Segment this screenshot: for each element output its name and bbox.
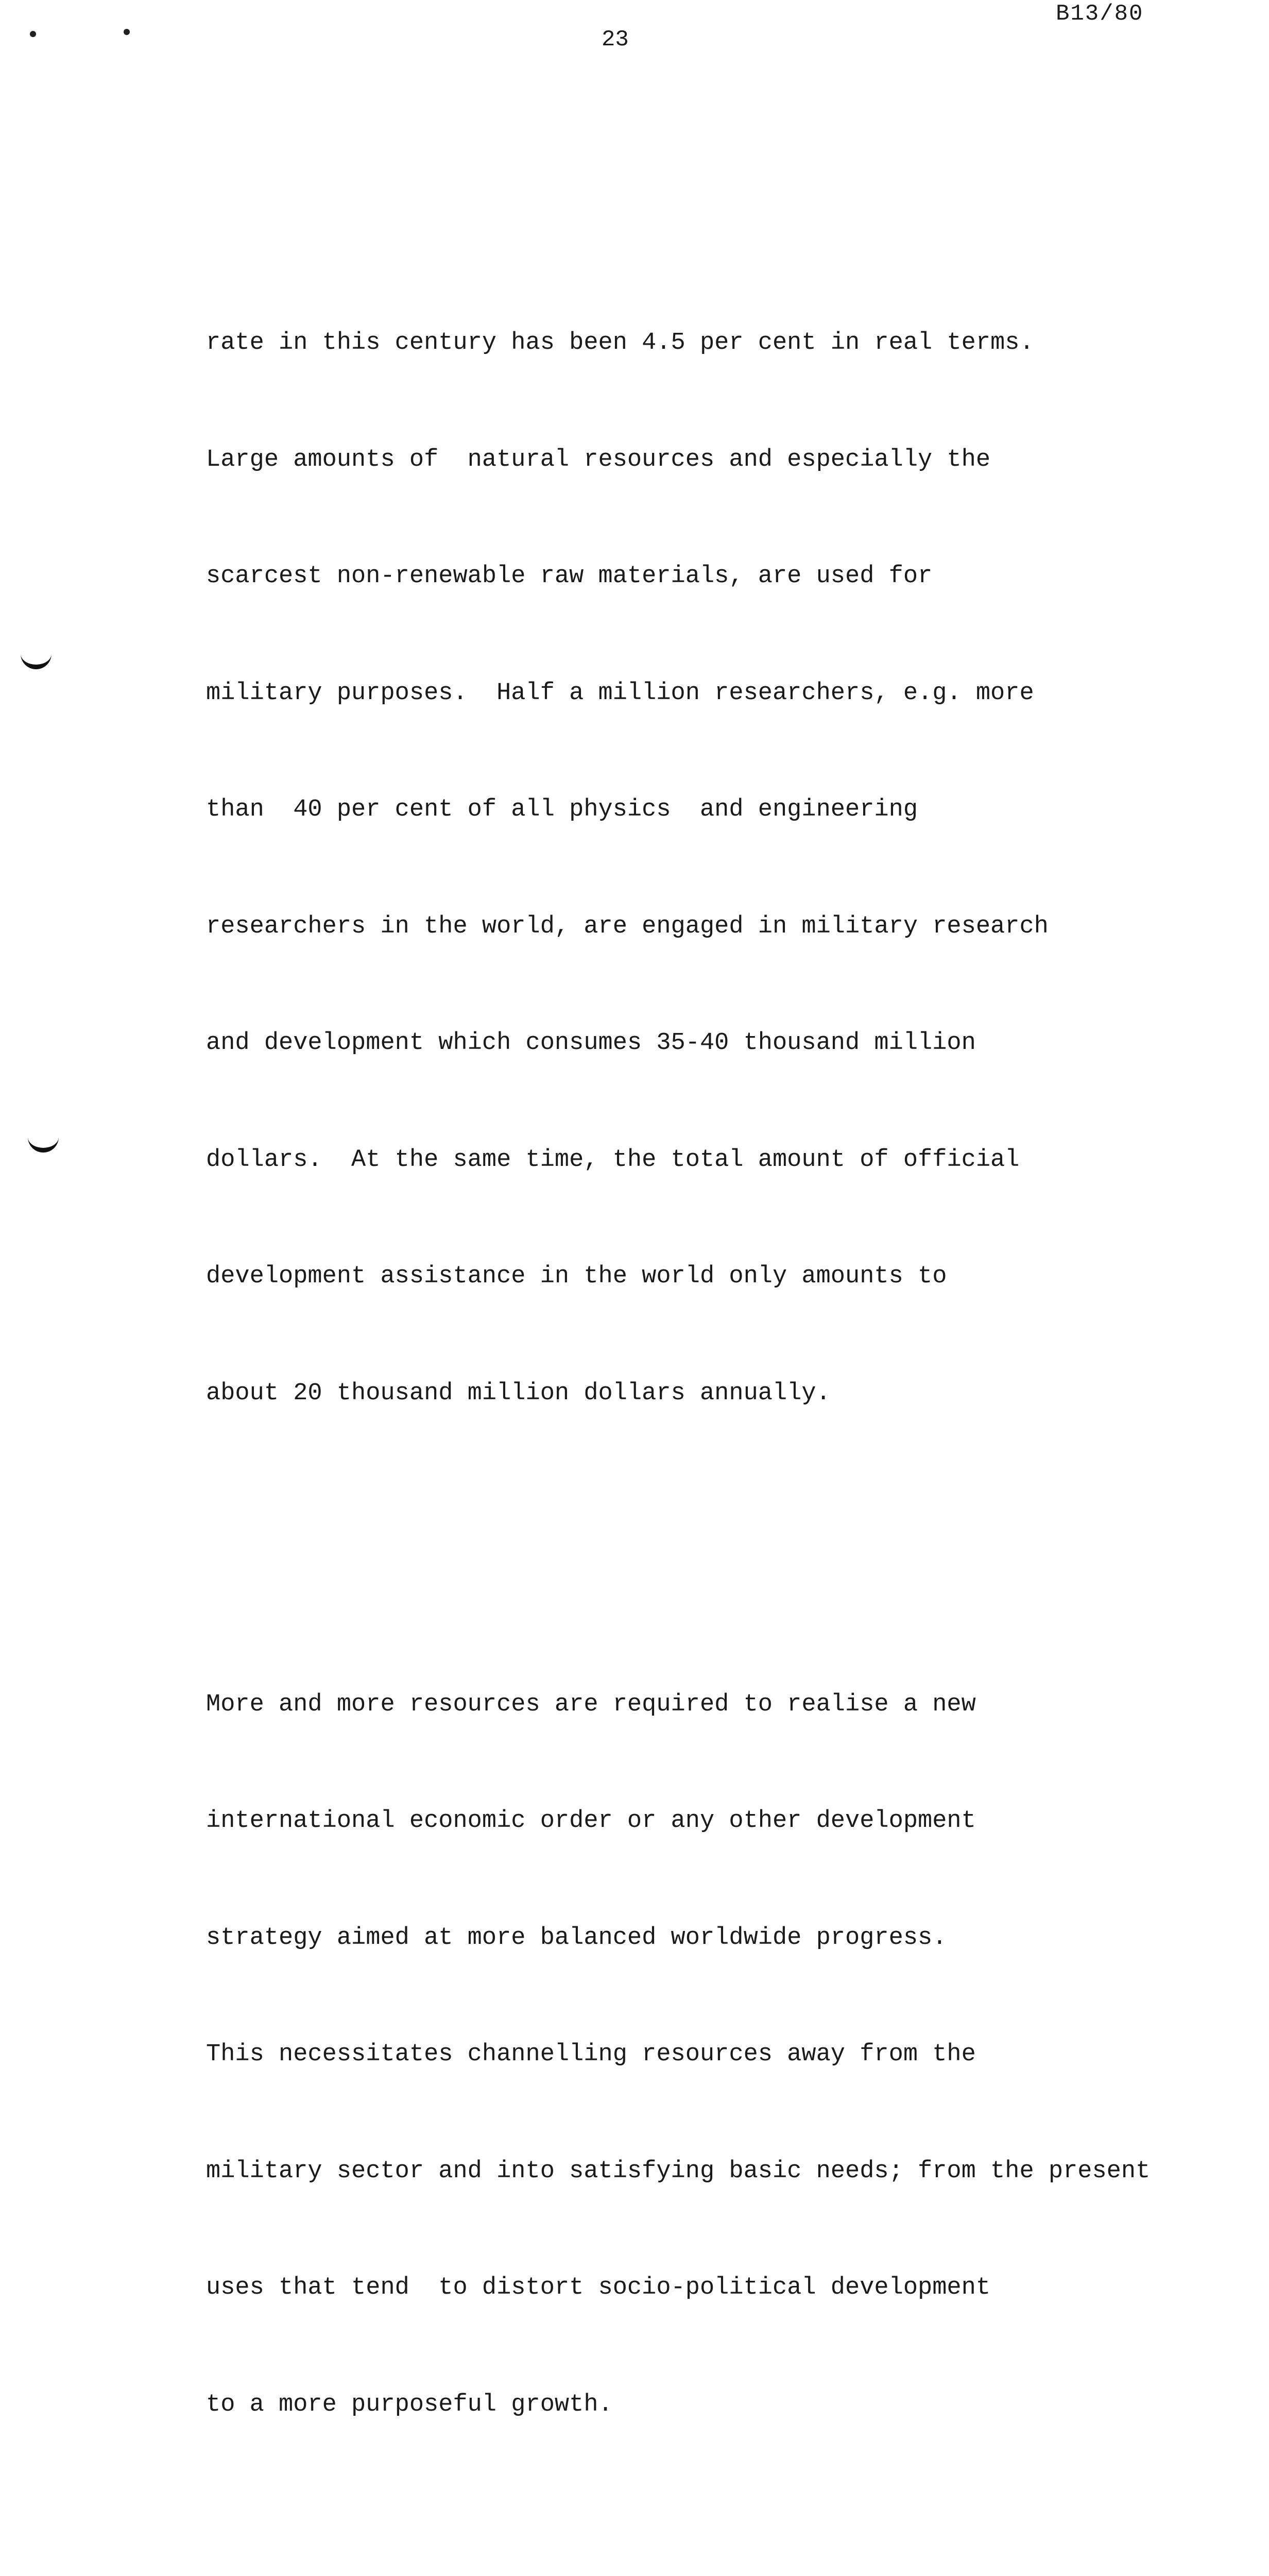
text-line: More and more resources are required to realise a new <box>206 1690 976 1718</box>
paragraph <box>206 246 1236 1490</box>
text-line: This necessitates channelling resources away from the <box>206 2041 976 2068</box>
text-line: dollars. At the same time, the total amount of official <box>206 1146 1020 1174</box>
text-line: than 40 per cent of all physics and engineering <box>206 796 918 823</box>
text-line: and development which consumes 35-40 thousand million <box>206 1029 976 1057</box>
text-line: researchers in the world, are engaged in military research <box>206 912 1049 940</box>
text-line: military sector and into satisfying basic needs; from the present <box>206 2157 1151 2185</box>
punch-hole-mark-lower <box>28 1132 59 1153</box>
text-line: about 20 thousand million dollars annually. <box>206 1379 831 1407</box>
corner-mark-right <box>124 29 130 35</box>
text-line: Large amounts of natural resources and especially the <box>206 446 991 473</box>
text-line: rate in this century has been 4.5 per cent in real terms. <box>206 329 1034 357</box>
text-line: development assistance in the world only amounts to <box>206 1263 947 1290</box>
text-line: international economic order or any other development <box>206 1807 976 1835</box>
doc-reference: B13/80 <box>1056 1 1144 27</box>
page-number: 23 <box>602 27 629 53</box>
paragraph <box>206 1607 1236 2502</box>
punch-hole-mark-upper <box>21 649 52 669</box>
text-line: strategy aimed at more balanced worldwide progress. <box>206 1924 947 1952</box>
text-line: to a more purposeful growth. <box>206 2391 613 2418</box>
corner-mark-left <box>30 31 36 37</box>
text-line: scarcest non-renewable raw materials, are used for <box>206 563 933 590</box>
text-line: military purposes. Half a million researchers, e.g. more <box>206 679 1034 707</box>
text-line: uses that tend to distort socio-political development <box>206 2274 991 2301</box>
body-text <box>206 168 1236 2576</box>
